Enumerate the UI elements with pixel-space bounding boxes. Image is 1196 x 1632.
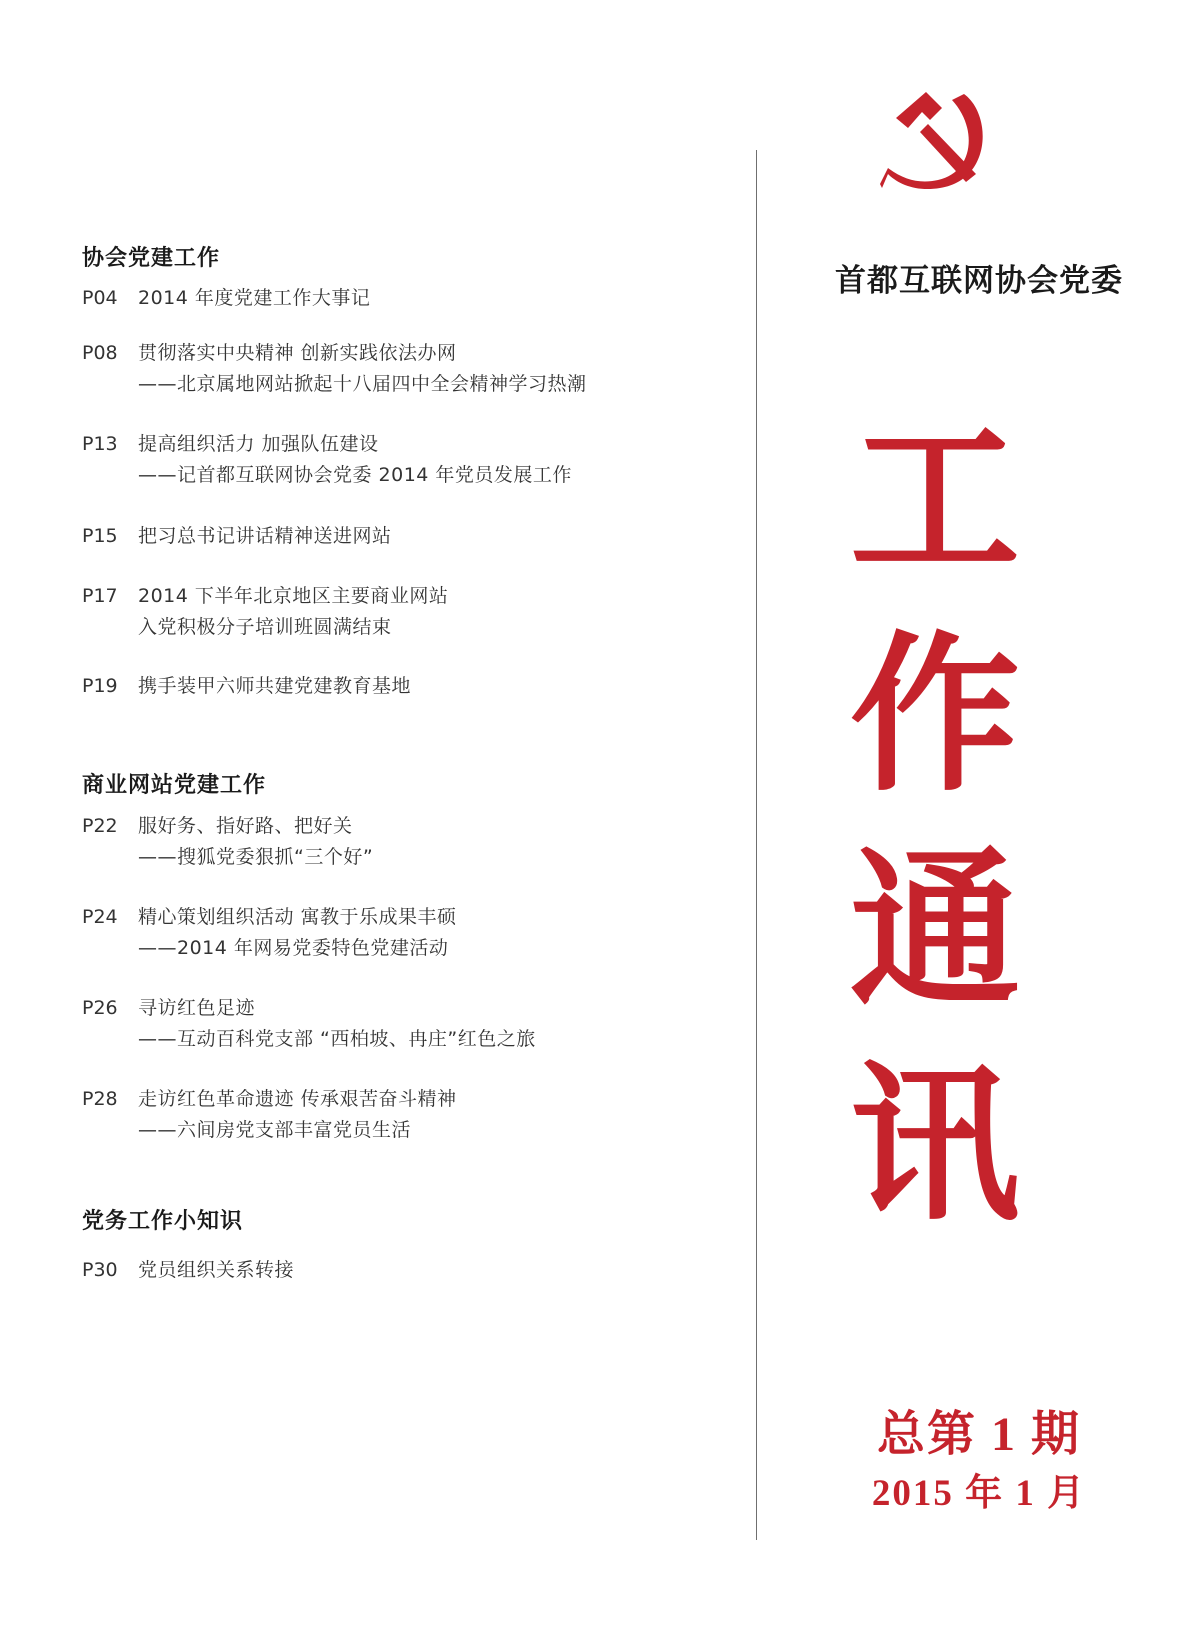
issue-date: 2015 年 1 月 — [871, 1473, 1087, 1514]
toc-entry — [82, 581, 448, 643]
hammer-and-sickle-icon — [880, 88, 1000, 208]
entry-title: 把习总书记讲话精神送进网站 — [138, 525, 392, 547]
toc-entry — [82, 671, 411, 702]
masthead-char: 工 — [849, 400, 1020, 600]
issue-number: 总第 1 期 — [876, 1408, 1081, 1461]
entry-subtitle: ——搜狐党委狠抓“三个好” — [138, 846, 374, 868]
entry-title: 党员组织关系转接 — [138, 1259, 295, 1281]
page-number: P24 — [82, 906, 118, 928]
entry-subtitle: ——互动百科党支部 “西柏坡、冉庄”红色之旅 — [138, 1028, 536, 1050]
masthead-char: 作 — [849, 615, 1020, 815]
page-number: P28 — [82, 1088, 118, 1110]
page-number: P19 — [82, 675, 118, 697]
entry-subtitle: ——2014 年网易党委特色党建活动 — [138, 937, 449, 959]
entry-title: 服好务、指好路、把好关 — [138, 815, 353, 837]
toc-entry — [82, 993, 536, 1055]
masthead-char: 通 — [849, 830, 1020, 1030]
page-number: P22 — [82, 815, 118, 837]
entry-title: 贯彻落实中央精神 创新实践依法办网 — [138, 342, 457, 364]
page-number: P15 — [82, 525, 118, 547]
page-number: P17 — [82, 585, 118, 607]
entry-subtitle: ——北京属地网站掀起十八届四中全会精神学习热潮 — [138, 373, 587, 395]
entry-title: 走访红色革命遗迹 传承艰苦奋斗精神 — [138, 1088, 457, 1110]
section-title: 商业网站党建工作 — [82, 773, 267, 798]
toc-entry — [82, 902, 457, 964]
page-number: P08 — [82, 342, 118, 364]
entry-subtitle: ——记首都互联网协会党委 2014 年党员发展工作 — [138, 464, 572, 486]
toc-entry — [82, 521, 392, 552]
section-title: 协会党建工作 — [82, 246, 221, 271]
toc-entry — [82, 811, 373, 873]
toc-entry — [82, 1255, 294, 1286]
vertical-divider — [756, 150, 757, 1540]
toc-entry — [82, 338, 587, 400]
toc-entry — [82, 429, 572, 491]
masthead-char: 讯 — [849, 1045, 1020, 1245]
toc-entry — [82, 1084, 457, 1146]
organization-name: 首都互联网协会党委 — [835, 263, 1123, 299]
entry-title: 提高组织活力 加强队伍建设 — [138, 433, 379, 455]
entry-title: 携手装甲六师共建党建教育基地 — [138, 675, 412, 697]
entry-subtitle: 入党积极分子培训班圆满结束 — [138, 616, 392, 638]
entry-title: 2014 年度党建工作大事记 — [138, 287, 371, 309]
entry-subtitle: ——六间房党支部丰富党员生活 — [138, 1119, 412, 1141]
page-number: P04 — [82, 287, 118, 309]
toc-entry — [82, 283, 370, 314]
page-number: P26 — [82, 997, 118, 1019]
page-number: P30 — [82, 1259, 118, 1281]
entry-title: 精心策划组织活动 寓教于乐成果丰硕 — [138, 906, 457, 928]
page-number: P13 — [82, 433, 118, 455]
entry-title: 2014 下半年北京地区主要商业网站 — [138, 585, 449, 607]
entry-title: 寻访红色足迹 — [138, 997, 256, 1019]
section-title: 党务工作小知识 — [82, 1209, 244, 1234]
